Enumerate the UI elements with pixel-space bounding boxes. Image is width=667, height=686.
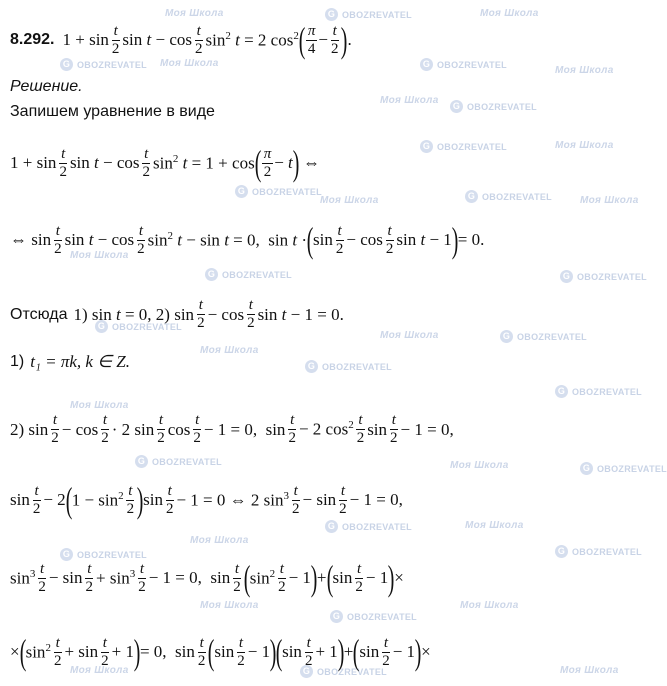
watermark-site-text: OBOZREVATEL — [152, 456, 222, 467]
obozrevatel-logo-icon: G — [555, 385, 568, 398]
obozrevatel-logo-icon: G — [555, 545, 568, 558]
watermark-site-text: OBOZREVATEL — [467, 101, 537, 112]
watermark-moya-shkola — [465, 520, 524, 531]
case-2-line-1: 2) sin $\frac{t}{2}$ − cos $\frac{t}{2}$ · 2 sin $\frac{t}{2}$ cos $\frac{t}{2}$ − 1 = 0, sin $\frac{t}{2}$ − 2 $\cos^2$ $\frac{t}{2}$ sin $\frac{t}{2}$ − 1 = 0, — [10, 412, 454, 446]
solution-label: Решение. — [10, 78, 83, 95]
watermark-site-text: OBOZREVATEL — [577, 271, 647, 282]
watermark-site-text: OBOZREVATEL — [342, 9, 412, 20]
watermark-school-text: Моя Школа — [465, 520, 524, 531]
watermark-school-text: Моя Школа — [200, 600, 259, 611]
watermark-obozrevatel — [500, 330, 587, 343]
watermark-school-text: Моя Школа — [580, 195, 639, 206]
watermark-moya-shkola — [560, 665, 619, 676]
obozrevatel-logo-icon: G — [205, 268, 218, 281]
watermark-site-text: OBOZREVATEL — [437, 59, 507, 70]
watermark-moya-shkola — [460, 600, 519, 611]
watermark-obozrevatel — [205, 268, 292, 281]
watermark-school-text: Моя Школа — [555, 140, 614, 151]
obozrevatel-logo-icon: G — [300, 665, 313, 678]
watermark-moya-shkola — [450, 460, 509, 471]
watermark-site-text: OBOZREVATEL — [222, 269, 292, 280]
obozrevatel-logo-icon: G — [330, 610, 343, 623]
equation-equivalent: ⇔ sin $\frac{t}{2}$ sin t − cos $\frac{t}{2}$ $\sin^2 t - \sin t = 0$, sin t · ( sin $\frac{t}{2}$ − cos $\frac{t}{2}$ sin t − 1 ) = 0. — [10, 220, 485, 260]
case-2-line-4: × ( $\sin^2$ $\frac{t}{2}$ + sin $\frac{t}{2}$ + 1 ) = 0, sin $\frac{t}{2}$ ( sin $\frac{t}{2}$ − 1 ) ( sin $\frac{t}{2}$ + 1 ) + ( sin $\frac{t}{2}$ − 1 ) × — [10, 632, 431, 672]
watermark-site-text: OBOZREVATEL — [572, 546, 642, 557]
obozrevatel-logo-icon: G — [305, 360, 318, 373]
case-2-line-3: $\sin^3$ $\frac{t}{2}$ − sin $\frac{t}{2}$ + $\sin^3$ $\frac{t}{2}$ − 1 = 0, sin $\frac{t}{2}$ ( $\sin^2$ $\frac{t}{2}$ − 1 ) + ( sin $\frac{t}{2}$ − 1 ) × — [10, 558, 404, 598]
watermark-school-text: Моя Школа — [70, 250, 129, 261]
obozrevatel-logo-icon: G — [325, 520, 338, 533]
watermark-moya-shkola — [480, 8, 539, 19]
watermark-moya-shkola — [190, 535, 249, 546]
watermark-school-text: Моя Школа — [190, 535, 249, 546]
watermark-moya-shkola — [200, 345, 259, 356]
watermark-obozrevatel — [325, 8, 412, 21]
obozrevatel-logo-icon: G — [60, 58, 73, 71]
watermark-site-text: OBOZREVATEL — [342, 521, 412, 532]
intro-line — [10, 103, 215, 121]
obozrevatel-logo-icon: G — [465, 190, 478, 203]
case-2-line-2: sin $\frac{t}{2}$ − 2 ( $1 - \sin^2$ $\frac{t}{2}$ ) sin $\frac{t}{2}$ − 1 = 0 ⇔ 2 $\sin^3$ $\frac{t}{2}$ − sin $\frac{t}{2}$ − 1 = 0, — [10, 480, 403, 520]
watermark-school-text: Моя Школа — [480, 8, 539, 19]
watermark-site-text: OBOZREVATEL — [317, 666, 387, 677]
watermark-school-text: Моя Школа — [380, 95, 439, 106]
watermark-school-text: Моя Школа — [450, 460, 509, 471]
watermark-obozrevatel — [465, 190, 552, 203]
watermark-moya-shkola — [70, 400, 129, 411]
intro-text: Запишем уравнение в виде — [10, 103, 215, 120]
obozrevatel-logo-icon: G — [135, 455, 148, 468]
watermark-obozrevatel — [420, 58, 507, 71]
watermark-school-text: Моя Школа — [380, 330, 439, 341]
case-1-label: 1) — [10, 353, 25, 370]
obozrevatel-logo-icon: G — [420, 140, 433, 153]
watermark-obozrevatel — [60, 58, 147, 71]
watermark-site-text: OBOZREVATEL — [437, 141, 507, 152]
obozrevatel-logo-icon: G — [420, 58, 433, 71]
watermark-site-text: OBOZREVATEL — [347, 611, 417, 622]
watermark-school-text: Моя Школа — [555, 65, 614, 76]
obozrevatel-logo-icon: G — [560, 270, 573, 283]
obozrevatel-logo-icon: G — [580, 462, 593, 475]
watermark-site-text: OBOZREVATEL — [77, 549, 147, 560]
watermark-moya-shkola — [320, 195, 379, 206]
case-1 — [10, 352, 130, 372]
watermark-moya-shkola — [380, 330, 439, 341]
watermark-school-text: Моя Школа — [70, 665, 129, 676]
problem-number: 8.292. — [10, 31, 55, 48]
watermark-moya-shkola — [165, 8, 224, 19]
watermark-moya-shkola — [200, 600, 259, 611]
hence-text: Отсюда — [10, 305, 68, 323]
case-1-result: t₁ = πk, k ∈ Z. — [30, 352, 130, 371]
watermark-moya-shkola — [380, 95, 439, 106]
watermark-school-text: Моя Школа — [320, 195, 379, 206]
watermark-obozrevatel — [330, 610, 417, 623]
watermark-site-text: OBOZREVATEL — [482, 191, 552, 202]
obozrevatel-logo-icon: G — [95, 320, 108, 333]
watermark-school-text: Моя Школа — [460, 600, 519, 611]
watermark-obozrevatel — [305, 360, 392, 373]
watermark-obozrevatel — [325, 520, 412, 533]
watermark-obozrevatel — [560, 270, 647, 283]
watermark-site-text: OBOZREVATEL — [517, 331, 587, 342]
watermark-obozrevatel — [555, 545, 642, 558]
watermark-moya-shkola — [555, 140, 614, 151]
watermark-school-text: Моя Школа — [560, 665, 619, 676]
watermark-site-text: OBOZREVATEL — [77, 59, 147, 70]
watermark-site-text: OBOZREVATEL — [112, 321, 182, 332]
obozrevatel-logo-icon: G — [235, 185, 248, 198]
watermark-obozrevatel — [135, 455, 222, 468]
watermark-site-text: OBOZREVATEL — [252, 186, 322, 197]
watermark-school-text: Моя Школа — [165, 8, 224, 19]
obozrevatel-logo-icon: G — [450, 100, 463, 113]
watermark-school-text: Моя Школа — [200, 345, 259, 356]
watermark-obozrevatel — [235, 185, 322, 198]
obozrevatel-logo-icon: G — [325, 8, 338, 21]
problem-statement: 8.292. 1 + sin $\frac{t}{2}$ sin t − cos $\frac{t}{2}$ $\sin^2 t = 2$ $\cos^2$ ( $\frac{\pi}{4}$ − $\frac{t}{2}$ ) . — [10, 20, 352, 60]
watermark-school-text: Моя Школа — [160, 58, 219, 69]
watermark-moya-shkola — [555, 65, 614, 76]
watermark-obozrevatel — [420, 140, 507, 153]
equation-rewrite: 1 + sin $\frac{t}{2}$ sin t − cos $\frac{t}{2}$ $\sin^2 t = 1 + \cos$ ( $\frac{\pi}{2}$ − t ) ⇔ — [10, 143, 321, 183]
obozrevatel-logo-icon: G — [500, 330, 513, 343]
watermark-site-text: OBOZREVATEL — [597, 463, 667, 474]
watermark-obozrevatel — [555, 385, 642, 398]
hence-line: Отсюда 1) sin t = 0, 2) sin $\frac{t}{2}$ − cos $\frac{t}{2}$ sin t − 1 = 0. — [10, 297, 344, 331]
obozrevatel-logo-icon: G — [60, 548, 73, 561]
watermark-obozrevatel — [450, 100, 537, 113]
watermark-school-text: Моя Школа — [70, 400, 129, 411]
watermark-moya-shkola — [160, 58, 219, 69]
watermark-site-text: OBOZREVATEL — [572, 386, 642, 397]
watermark-moya-shkola — [580, 195, 639, 206]
solution-heading — [10, 78, 83, 96]
watermark-obozrevatel — [580, 462, 667, 475]
watermark-site-text: OBOZREVATEL — [322, 361, 392, 372]
